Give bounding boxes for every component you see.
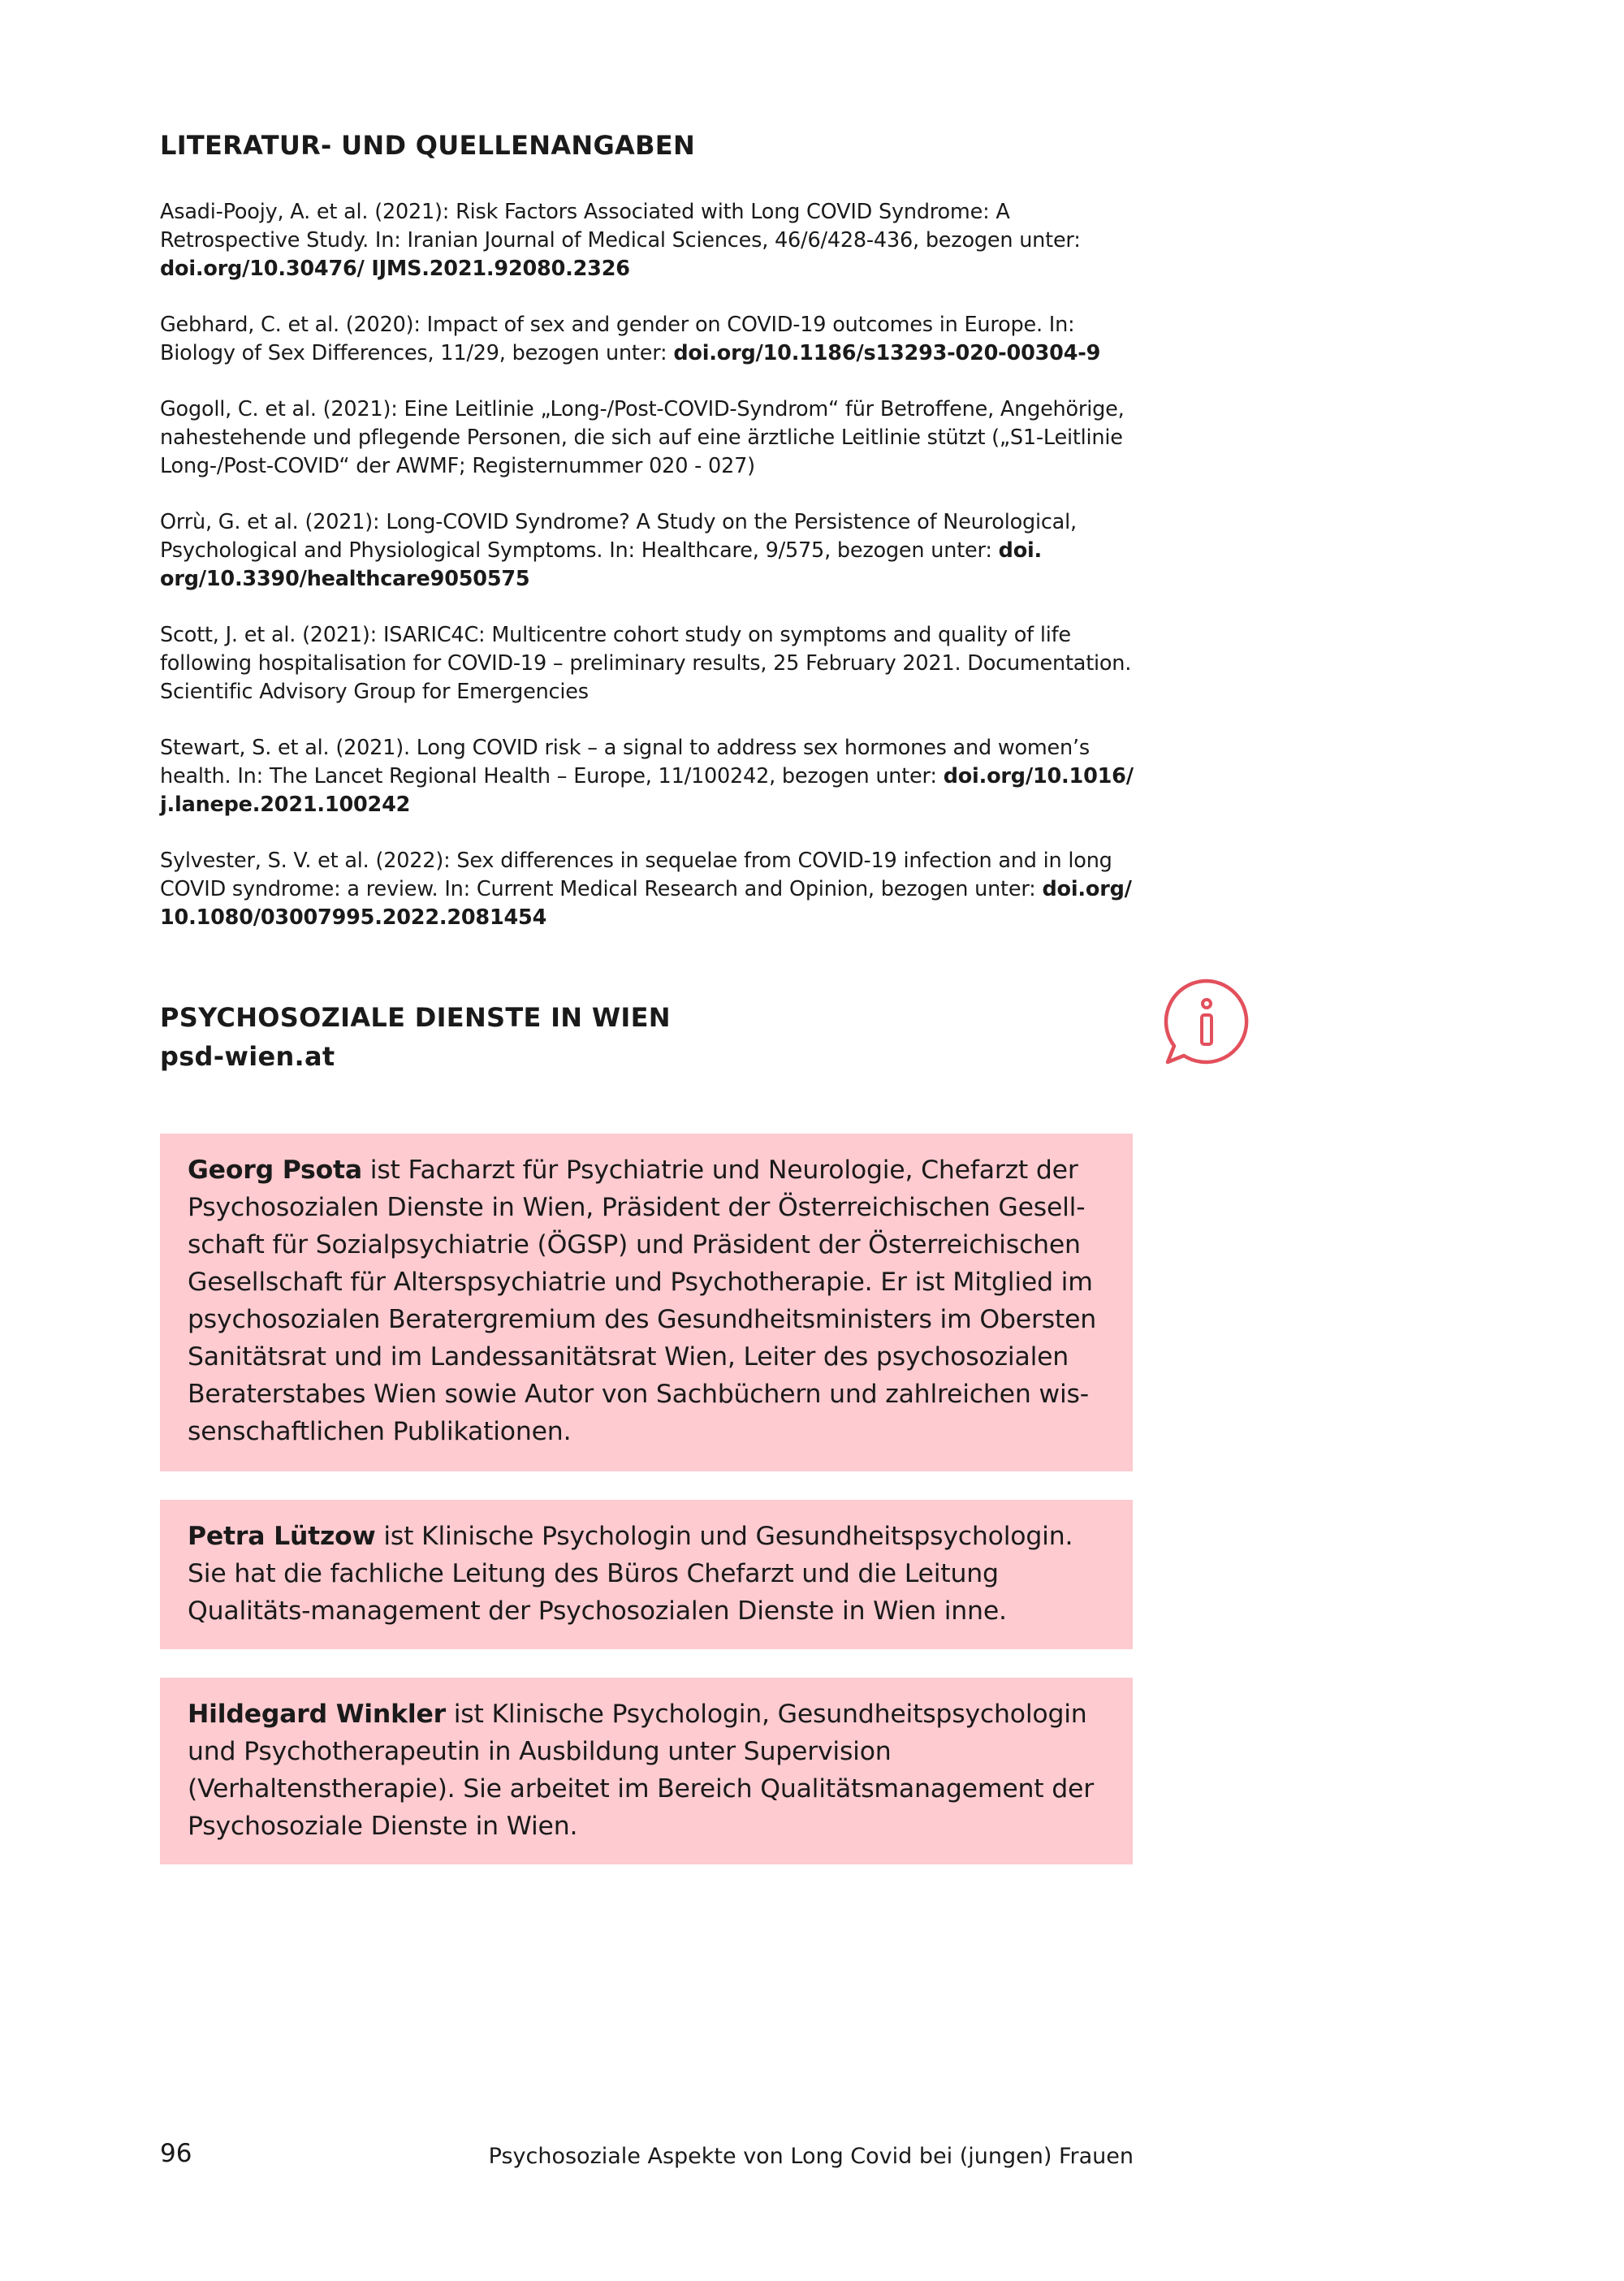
- author-bio-box: [160, 1678, 1133, 1864]
- info-speech-bubble-icon: [1161, 976, 1252, 1067]
- reference-doi-link[interactable]: doi.org/10.1016/ j.lanepe.2021.100242: [160, 764, 1134, 817]
- author-name: Hildegard Winkler: [188, 1700, 446, 1729]
- page-number: 96: [160, 2139, 192, 2168]
- psd-website-link[interactable]: psd-wien.at: [160, 1041, 335, 1072]
- literature-heading: LITERATUR- UND QUELLENANGABEN: [160, 130, 696, 161]
- author-description: ist Facharzt für Psychiatrie und Neurologie, Chefarzt der Psychosozialen Dienste in Wien, Präsident der Österreichischen Gesell-schaft für Sozialpsychiatrie (ÖGSP) und Präsident der Österreichischen Gesellschaft für Alterspsychiatrie und Psychotherapie. Er ist Mitglied im psychosozialen Beratergremium des Gesundheitsministers im Obersten Sanitätsrat und im Landessanitätsrat Wien, Leiter des psychosozialen Beraterstabes Wien sowie Autor von Sachbüchern und zahlreichen wis-senschaftlichen Publikationen.: [188, 1156, 1097, 1446]
- reference-doi-link[interactable]: doi.org/ 10.1080/03007995.2022.2081454: [160, 877, 1132, 930]
- reference-item: Asadi-Poojy, A. et al. (2021): Risk Factors Associated with Long COVID Syndrome: A Retrospective Study. In: Iranian Journal of Medical Sciences, 46/6/428-436, bezogen unter: doi.org/10.30476/ IJMS.2021.92080.2326: [160, 200, 1081, 281]
- footer-title: Psychosoziale Aspekte von Long Covid bei (jungen) Frauen: [488, 2144, 1134, 2169]
- psd-heading: PSYCHOSOZIALE DIENSTE IN WIEN: [160, 1002, 671, 1033]
- reference-item: Scott, J. et al. (2021): ISARIC4C: Multicentre cohort study on symptoms and quality of life following hospitalisation for COVID-19 – preliminary results, 25 February 2021. Documentation. Scientific Advisory Group for Emergencies: [160, 623, 1132, 704]
- author-description: ist Klinische Psychologin und Gesundheitspsychologin. Sie hat die fachliche Leitung des Büros Chefarzt und die Leitung Qualitäts-management der Psychosozialen Dienste in Wien inne.: [188, 1522, 1073, 1626]
- author-bio-box: [160, 1134, 1133, 1471]
- reference-item: Orrù, G. et al. (2021): Long-COVID Syndrome? A Study on the Persistence of Neurological, Psychological and Physiological Symptoms. In: Healthcare, 9/575, bezogen unter: doi. org/10.3390/healthcare9050575: [160, 510, 1077, 591]
- reference-doi-link[interactable]: doi. org/10.3390/healthcare9050575: [160, 538, 1043, 591]
- reference-item: Sylvester, S. V. et al. (2022): Sex differences in sequelae from COVID-19 infection and in long COVID syndrome: a review. In: Current Medical Research and Opinion, bezogen unter: doi.org/ 10.1080/03007995.2022.2081454: [160, 849, 1132, 930]
- reference-item: Gebhard, C. et al. (2020): Impact of sex and gender on COVID-19 outcomes in Europe. In: Biology of Sex Differences, 11/29, bezogen unter: doi.org/10.1186/s13293-020-00304-9: [160, 313, 1101, 365]
- author-bio-box: [160, 1500, 1133, 1649]
- reference-item: Stewart, S. et al. (2021). Long COVID risk – a signal to address sex hormones and women’s health. In: The Lancet Regional Health – Europe, 11/100242, bezogen unter: doi.org/10.1016/ j.lanepe.2021.100242: [160, 736, 1134, 817]
- author-name: Petra Lützow: [188, 1522, 376, 1551]
- reference-list: [160, 198, 1151, 960]
- author-description: ist Klinische Psychologin, Gesundheitspsychologin und Psychotherapeutin in Ausbildung unter Supervision (Verhaltenstherapie). Sie arbeitet im Bereich Qualitätsmanagement der Psychosoziale Dienste in Wien.: [188, 1700, 1094, 1841]
- reference-item: Gogoll, C. et al. (2021): Eine Leitlinie „Long-/Post-COVID-Syndrom“ für Betroffene, Angehörige, nahestehende und pflegende Personen, die sich auf eine ärztliche Leitlinie stützt („S1-Leitlinie Long-/Post-COVID“ der AWMF; Registernummer 020 - 027): [160, 397, 1125, 478]
- reference-doi-link[interactable]: doi.org/10.30476/ IJMS.2021.92080.2326: [160, 257, 630, 281]
- reference-doi-link[interactable]: doi.org/10.1186/s13293-020-00304-9: [673, 341, 1101, 365]
- author-name: Georg Psota: [188, 1156, 362, 1185]
